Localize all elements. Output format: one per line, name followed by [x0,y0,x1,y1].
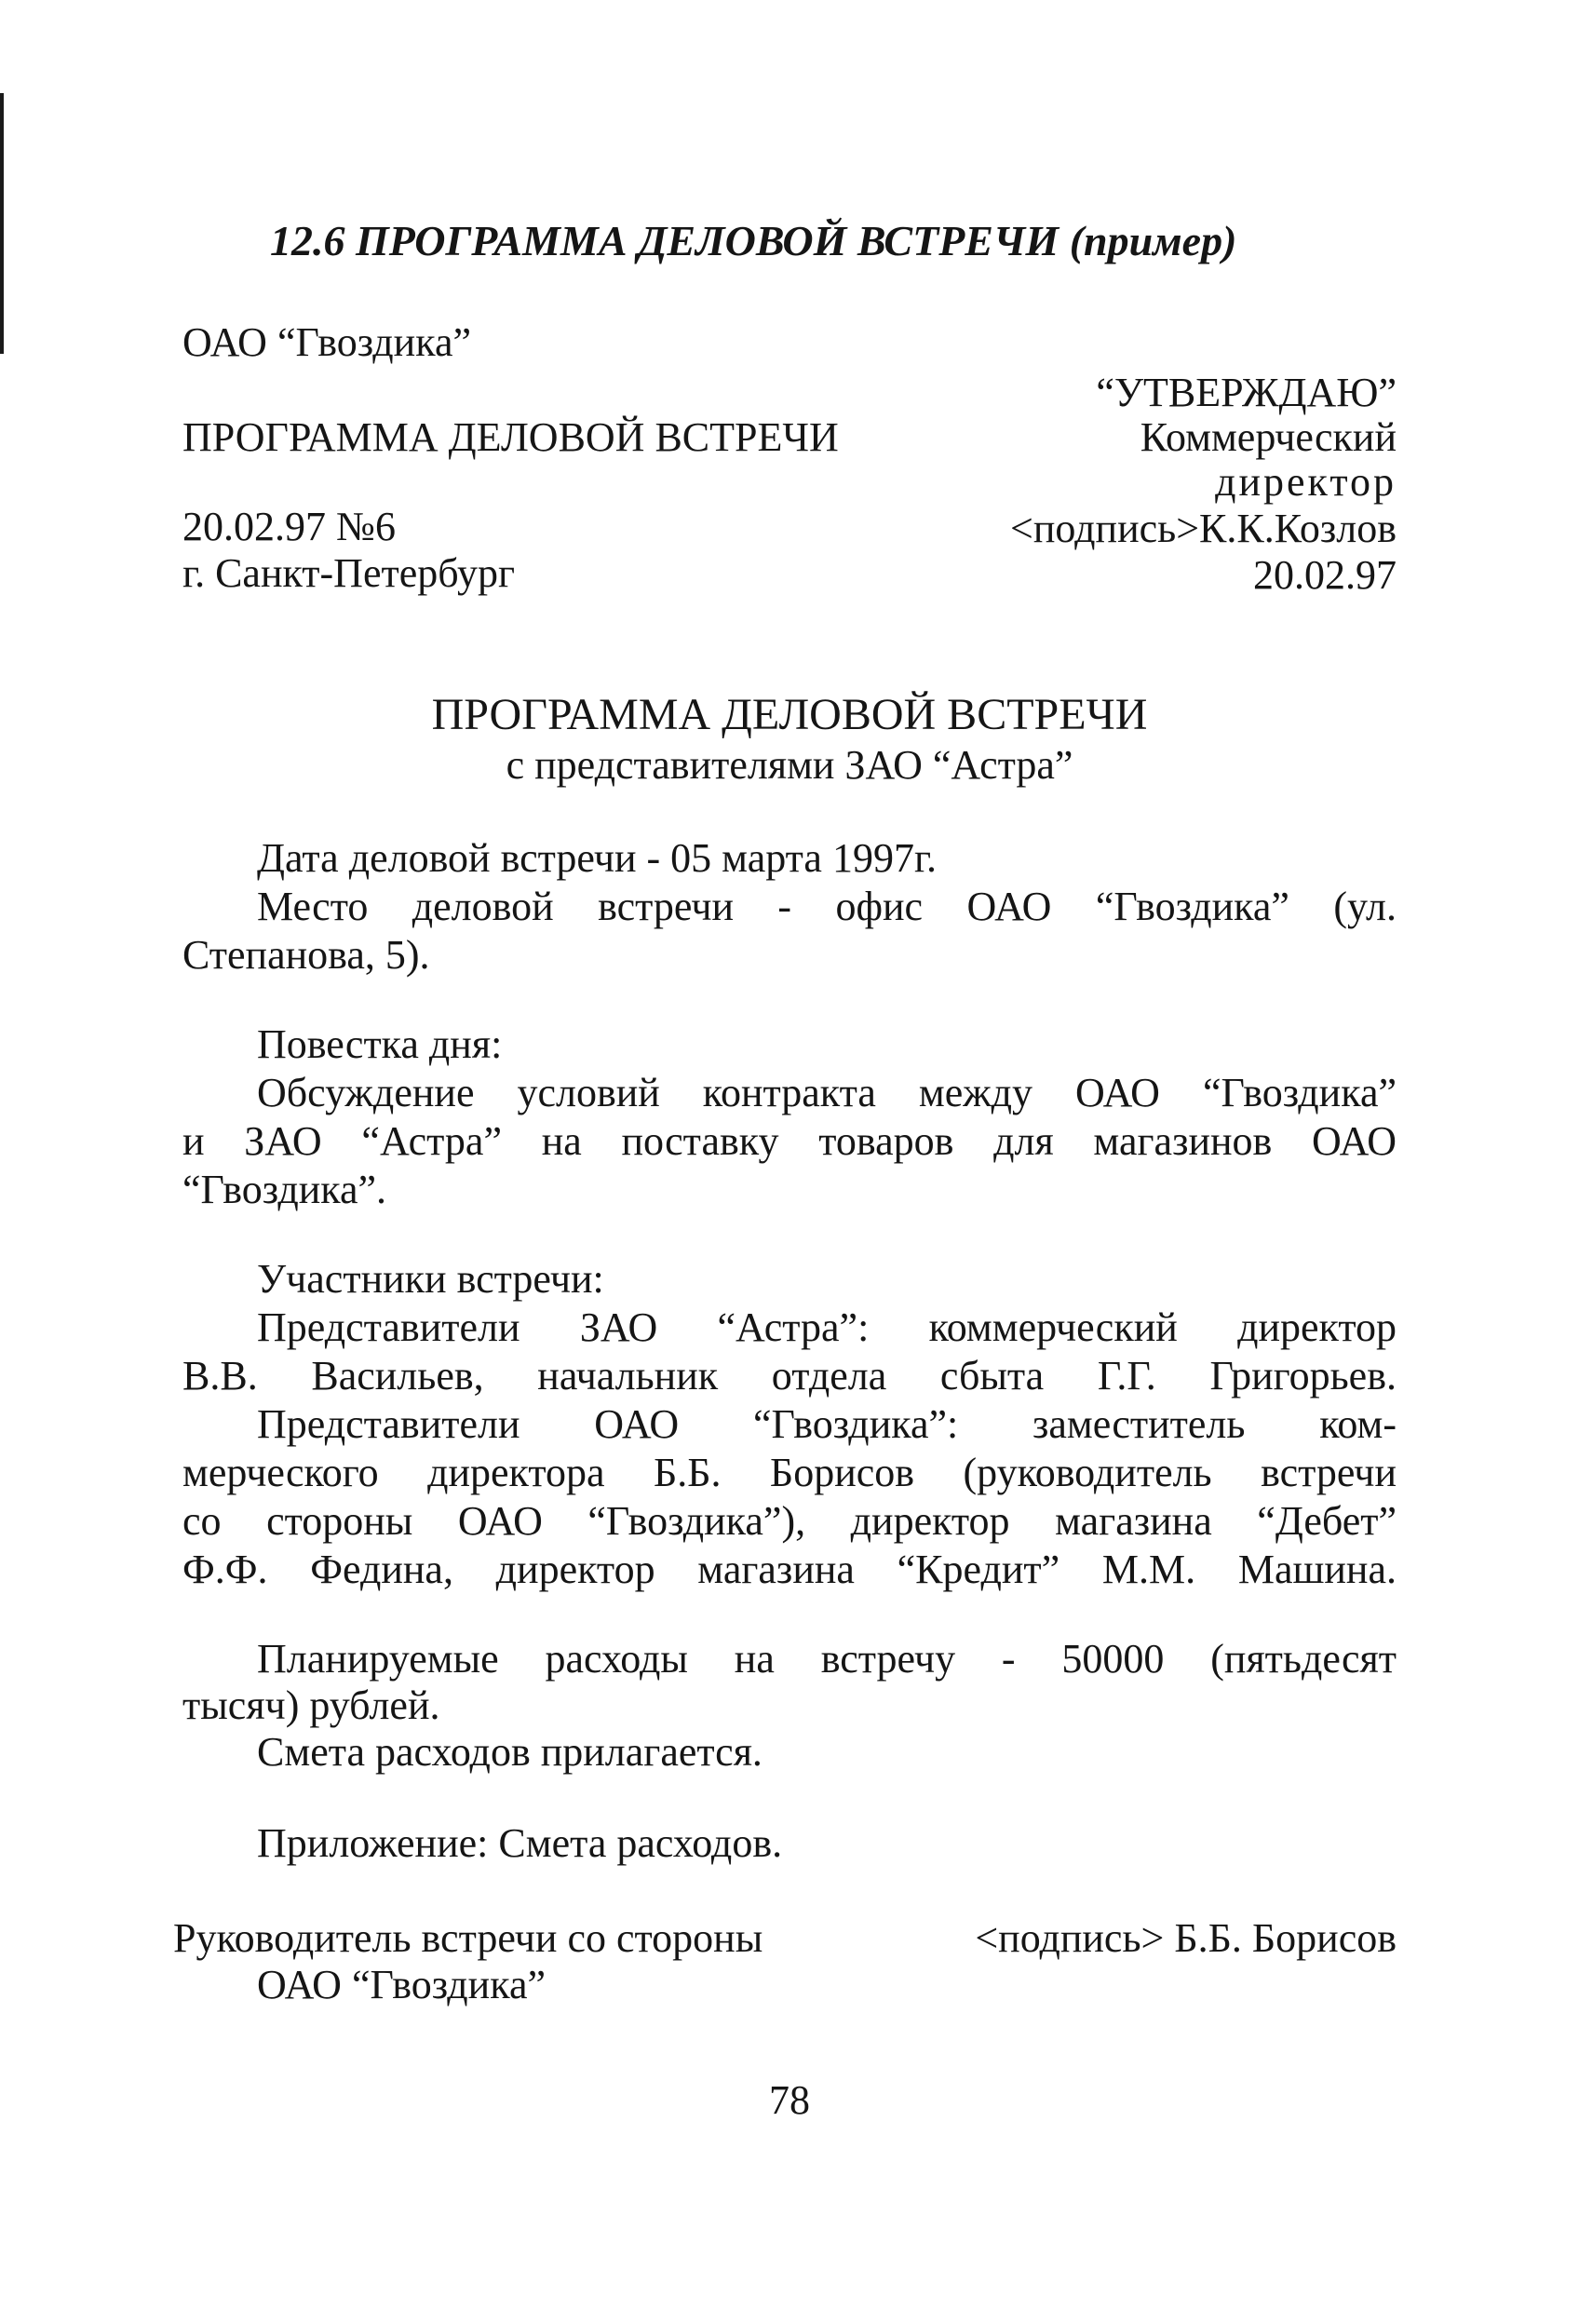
doc-date-number: 20.02.97 №6 [182,504,396,549]
approval-stamp: “УТВЕРЖДАЮ” [1096,370,1397,415]
scan-edge-mark [0,93,4,354]
document-title: ПРОГРАММА ДЕЛОВОЙ ВСТРЕЧИ [431,690,1148,739]
section-number: 12.6 [270,217,345,264]
org-name: ОАО “Гвоздика” [182,319,471,365]
meeting-place-line1: Место деловой встречи - офис ОАО “Гвоздика” (ул. [257,884,1397,929]
agenda-line2: и ЗАО “Астра” на поставку товаров для магазинов ОАО [182,1118,1397,1164]
attachment-note: Приложение: Смета расходов. [257,1820,783,1866]
expenses-line1: Планируемые расходы на встречу - 50000 (пятьдесят [257,1636,1397,1682]
section-title-text: ПРОГРАММА ДЕЛОВОЙ ВСТРЕЧИ [356,217,1059,264]
meeting-place-line2: Степанова, 5). [182,932,430,978]
page-number: 78 [769,2077,810,2123]
approval-signature: <подпись>К.К.Козлов [1010,506,1397,551]
approval-date: 20.02.97 [1253,552,1397,598]
participants-heading: Участники встречи: [257,1256,604,1302]
doc-city: г. Санкт-Петербург [182,550,516,596]
expenses-line3: Смета расходов прилагается. [257,1729,763,1775]
section-note: (пример) [1069,217,1237,264]
expenses-line2: тысяч) рублей. [182,1682,440,1728]
participants-gvozdika-line1: Представители ОАО “Гвоздика”: заместитель ком- [257,1401,1397,1447]
agenda-heading: Повестка дня: [257,1021,503,1067]
participants-gvozdika-line3: со стороны ОАО “Гвоздика”), директор магазина “Дебет” [182,1498,1397,1544]
participants-astra-line1: Представители ЗАО “Астра”: коммерческий директор [257,1304,1397,1350]
participants-gvozdika-line4: Ф.Ф. Федина, директор магазина “Кредит” М.М. Машина. [182,1547,1397,1592]
approval-position-line1: Коммерческий [1140,414,1397,460]
doc-type: ПРОГРАММА ДЕЛОВОЙ ВСТРЕЧИ [182,414,839,460]
signoff-role-line2: ОАО “Гвоздика” [257,1962,546,2007]
participants-gvozdika-line2: мерческого директора Б.Б. Борисов (руководитель встречи [182,1450,1397,1495]
signoff-signature: <подпись> Б.Б. Борисов [975,1915,1397,1961]
agenda-line1: Обсуждение условий контракта между ОАО “Гвоздика” [257,1070,1397,1115]
participants-astra-line2: В.В. Васильев, начальник отдела сбыта Г.Г. Григорьев. [182,1353,1397,1398]
section-title [270,216,1387,265]
signoff-role-line1: Руководитель встречи со стороны [173,1915,763,1961]
agenda-line3: “Гвоздика”. [182,1167,387,1212]
document-subtitle: с представителями ЗАО “Астра” [506,742,1073,788]
approval-position-line2: директор [1215,459,1397,505]
meeting-date: Дата деловой встречи - 05 марта 1997г. [257,835,938,881]
